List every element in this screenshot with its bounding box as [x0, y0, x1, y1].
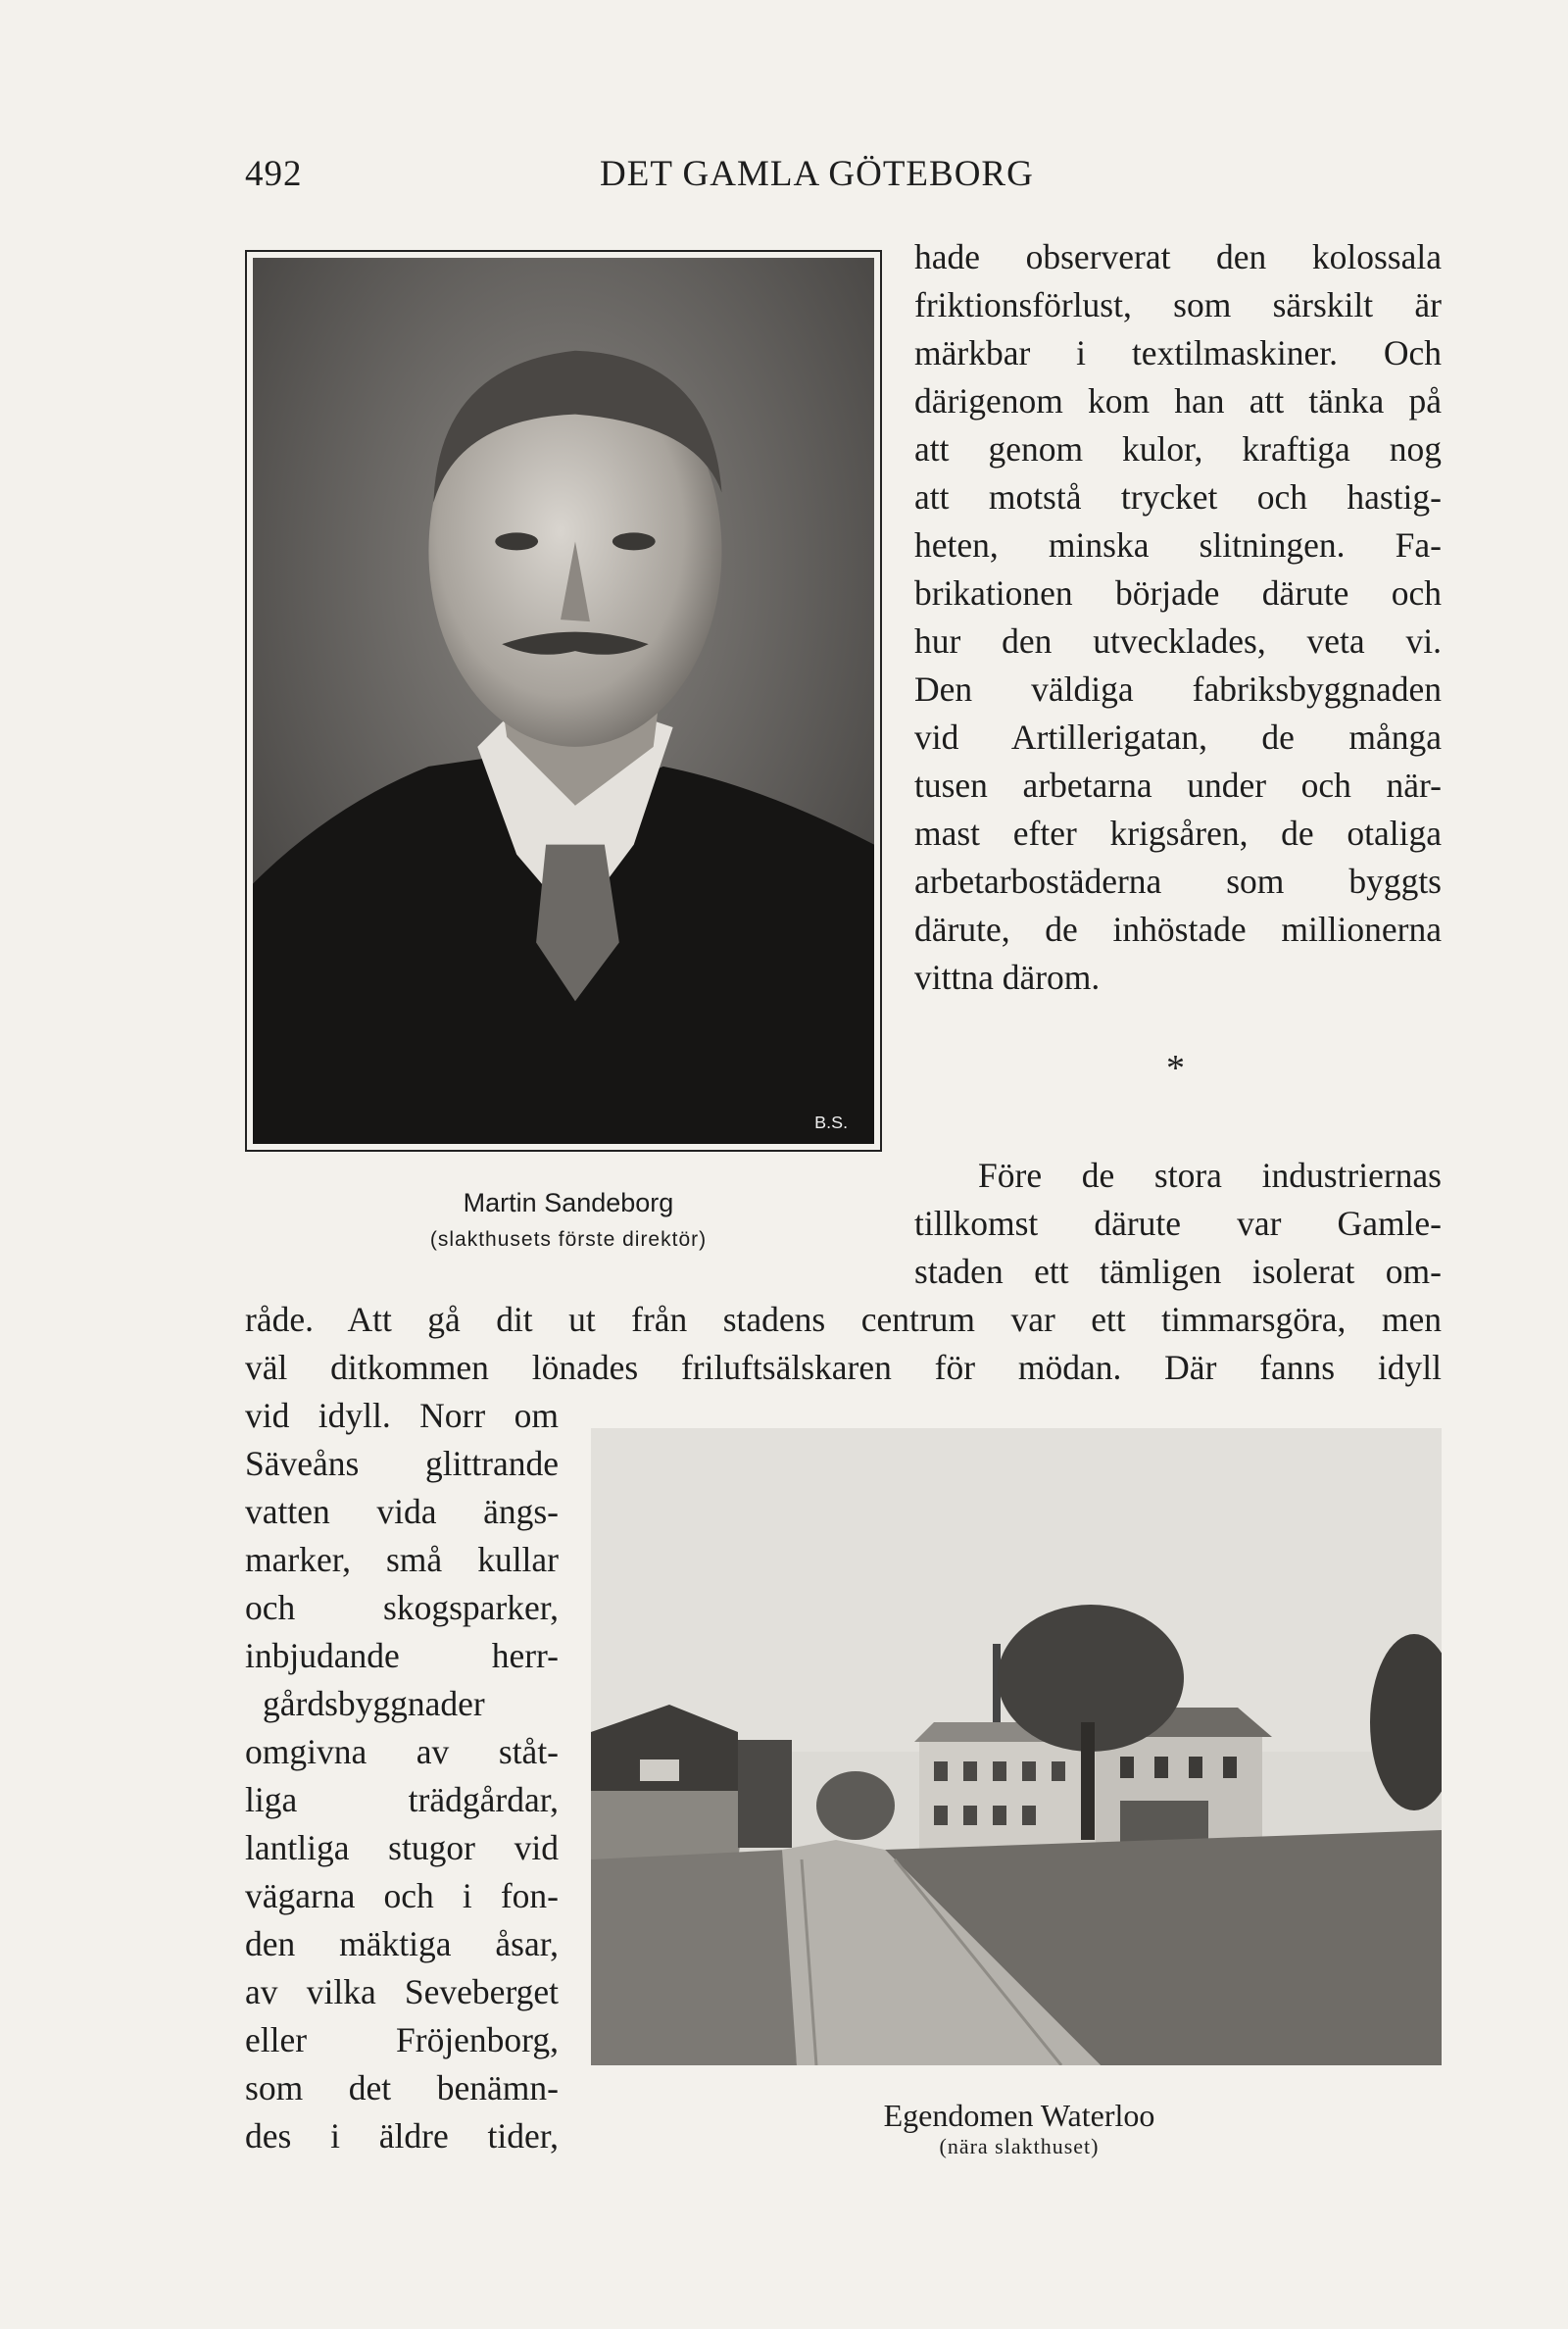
text-line: vid idyll. Norr om — [245, 1396, 559, 1435]
text-line: av vilka Seveberget — [245, 1972, 559, 2011]
text-line: som det benämn- — [245, 2068, 559, 2107]
text-line: lantliga stugor vid — [245, 1828, 559, 1867]
text-line: därigenom kom han att tänka på — [914, 381, 1442, 421]
text-line: des i äldre tider, — [245, 2116, 559, 2156]
text-line: liga trädgårdar, — [245, 1780, 559, 1819]
text-line: och skogsparker, — [245, 1588, 559, 1627]
text-line: heten, minska slitningen. Fa- — [914, 525, 1442, 565]
text-line: att genom kulor, kraftiga nog — [914, 429, 1442, 469]
text-line: gårdsbyggnader — [263, 1684, 485, 1723]
photographer-signature: B.S. — [814, 1113, 849, 1133]
section-separator: * — [1166, 1048, 1185, 1089]
estate-caption: Egendomen Waterloo — [883, 2098, 1155, 2133]
text-line: vid Artillerigatan, de många — [914, 718, 1442, 757]
text-line: Den väldiga fabriksbyggnaden — [914, 669, 1442, 709]
text-line: hur den utvecklades, veta vi. — [914, 621, 1442, 661]
text-line: eller Fröjenborg, — [245, 2020, 559, 2059]
text-line: friktionsförlust, som särskilt är — [914, 285, 1442, 324]
portrait-subcaption: (slakthusets förste direktör) — [429, 1228, 708, 1251]
text-line: väl ditkommen lönades friluftsälskaren för mödan. Där fanns idyll — [245, 1348, 1442, 1387]
text-line: omgivna av ståt- — [245, 1732, 559, 1771]
estate-photo — [591, 1428, 1442, 2065]
text-line: staden ett tämligen isolerat om- — [914, 1252, 1442, 1291]
estate-subcaption: (nära slakthuset) — [939, 2134, 1100, 2158]
text-line: marker, små kullar — [245, 1540, 559, 1579]
text-line: brikationen började därute och — [914, 573, 1442, 613]
text-line: Säveåns glittrande — [245, 1444, 559, 1483]
text-line: den mäktiga åsar, — [245, 1924, 559, 1963]
text-line: tillkomst därute var Gamle- — [914, 1204, 1442, 1243]
page-number: 492 — [245, 154, 303, 194]
text-line: därute, de inhöstade millionerna — [914, 910, 1442, 949]
text-line: Före de stora industriernas — [978, 1156, 1442, 1195]
text-line: mast efter krigsåren, de otaliga — [914, 814, 1442, 853]
text-line: vittna därom. — [914, 958, 1101, 997]
portrait-caption: Martin Sandeborg — [463, 1188, 674, 1217]
text-line: vägarna och i fon- — [245, 1876, 559, 1915]
text-line: att motstå trycket och hastig- — [914, 477, 1442, 517]
text-line: inbjudande herr- — [245, 1636, 559, 1675]
text-line: vatten vida ängs- — [245, 1492, 559, 1531]
portrait-photo — [245, 250, 882, 1152]
text-line: arbetarbostäderna som byggts — [914, 862, 1442, 901]
text-line: märkbar i textilmaskiner. Och — [914, 333, 1442, 372]
text-line: tusen arbetarna under och när- — [914, 766, 1442, 805]
running-head: DET GAMLA GÖTEBORG — [600, 154, 1034, 194]
text-line: råde. Att gå dit ut från stadens centrum var ett timmarsgöra, men — [245, 1300, 1442, 1339]
text-line: hade observerat den kolossala — [914, 237, 1442, 276]
